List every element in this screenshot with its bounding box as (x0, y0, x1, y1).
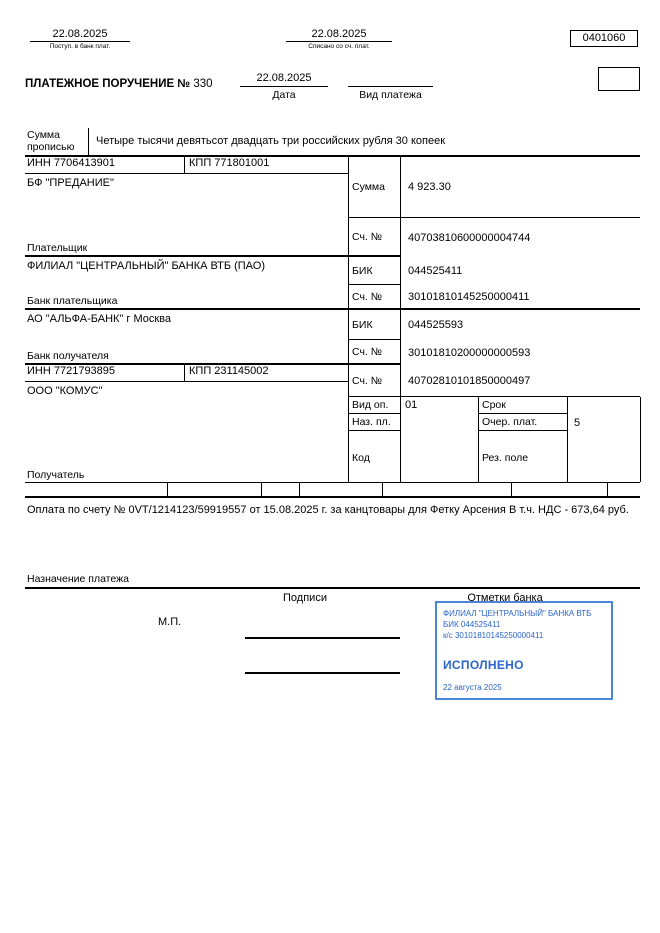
budget-cell (25, 483, 168, 496)
received-caption: Поступ. в банк плат. (49, 43, 111, 50)
payment-type-caption: Вид платежа (359, 89, 422, 101)
parties-block (25, 157, 640, 482)
amount-value: 4 923.30 (401, 157, 640, 218)
payee-block (25, 382, 348, 482)
payer-inn-kpp-row (25, 157, 348, 174)
term-label: Срок (479, 397, 567, 414)
amount-in-words-row (25, 128, 640, 157)
payee-bank-account-label: Сч. № (349, 340, 401, 365)
footer-section (25, 589, 640, 819)
payer-name: БФ "ПРЕДАНИЕ" (27, 177, 114, 189)
document-title (25, 78, 213, 90)
stamp-status: ИСПОЛНЕНО (443, 658, 524, 672)
stamp-bik: БИК 044525411 (443, 620, 501, 629)
payee-label: Получатель (27, 469, 85, 481)
received-in-bank-field (30, 28, 130, 50)
code-label: Код (352, 451, 370, 464)
payee-inn-kpp-row (25, 365, 348, 382)
reserve-field-label: Рез. поле (482, 451, 529, 464)
budget-cell (383, 483, 512, 496)
payer-account-row (349, 218, 640, 257)
right-column (348, 157, 640, 482)
payer-bank-label: Банк плательщика (27, 295, 118, 307)
payee-bank-name: АО "АЛЬФА-БАНК" г Москва (27, 313, 171, 325)
budget-cell (300, 483, 383, 496)
payer-label: Плательщик (27, 242, 88, 254)
amount-row (349, 157, 640, 218)
payment-purpose-text: Оплата по счету № 0VT/1214123/59919557 от 15.08.2025 г. за канцтовары для Фетку Арсения В т.ч. НДС - 673,64 руб. (27, 504, 629, 516)
debited-from-account-field (286, 28, 392, 50)
payee-name: ООО "КОМУС" (27, 385, 103, 397)
stamp-corr-account: к/с 30101810145250000411 (443, 631, 544, 640)
signature-line-2 (245, 672, 400, 674)
left-column (25, 157, 348, 482)
payer-bank-account-label: Сч. № (349, 285, 401, 310)
amount-label: Сумма (349, 157, 401, 218)
payment-details-grid (349, 397, 640, 482)
amount-in-words-label: Сумма прописью (25, 128, 89, 155)
pay-purpose-label: Наз. пл. (349, 414, 400, 431)
budget-fields-row (25, 482, 640, 498)
payee-bank-label: Банк получателя (27, 350, 109, 362)
payee-bank-bik-value: 044525593 (408, 319, 464, 331)
payer-bank-bik-label: БИК (349, 257, 401, 285)
payee-bank-account-row (349, 340, 640, 365)
bank-execution-stamp (435, 601, 613, 700)
date-caption: Дата (272, 89, 296, 101)
payer-bank-account-value: 30101810145250000411 (401, 285, 640, 310)
payee-account-label: Сч. № (349, 365, 401, 397)
debited-caption: Списано со сч. плат. (308, 43, 370, 50)
budget-cell (608, 483, 640, 496)
debited-date: 22.08.2025 (286, 28, 392, 42)
document-number: 330 (193, 78, 213, 90)
payer-bank-bik-value: 044525411 (408, 265, 463, 277)
title-text: ПЛАТЕЖНОЕ ПОРУЧЕНИЕ № (25, 78, 191, 90)
amount-in-words-value: Четыре тысячи девятьсот двадцать три российских рубля 30 копеек (96, 135, 446, 147)
payer-account-value: 40703810600000004744 (408, 231, 531, 244)
stamp-place-label: М.П. (158, 616, 182, 628)
payment-purpose-label: Назначение платежа (25, 573, 640, 589)
op-type-label: Вид оп. (349, 397, 400, 414)
payee-bank-bik-row (349, 310, 640, 340)
payment-order-table (25, 128, 640, 819)
budget-cell (512, 483, 608, 496)
payer-inn: ИНН 7706413901 (25, 157, 185, 173)
budget-cell (168, 483, 262, 496)
stamp-bank-name: ФИЛИАЛ "ЦЕНТРАЛЬНЫЙ" БАНКА ВТБ (443, 609, 592, 618)
received-date: 22.08.2025 (30, 28, 130, 42)
payer-account-label: Сч. № (349, 218, 401, 257)
payer-block (25, 174, 348, 257)
priority-label: Очер. плат. (479, 414, 567, 431)
payee-inn: ИНН 7721793895 (25, 365, 185, 381)
payee-bank-block (25, 310, 348, 365)
date-field (240, 72, 328, 101)
payment-type-value (348, 72, 433, 87)
payee-account-row (349, 365, 640, 397)
op-type-value: 01 (401, 397, 479, 482)
form-code-box: 0401060 (570, 30, 638, 47)
payer-bank-bik-row (349, 257, 640, 285)
payer-bank-name: ФИЛИАЛ "ЦЕНТРАЛЬНЫЙ" БАНКА ВТБ (ПАО) (27, 260, 265, 272)
payer-bank-block (25, 257, 348, 310)
date-value: 22.08.2025 (240, 72, 328, 87)
priority-value: 5 (568, 397, 641, 482)
details-labels-col1 (349, 397, 401, 482)
bank-marks-label: Отметки банка (467, 592, 543, 604)
payer-kpp: КПП 771801001 (189, 157, 270, 169)
status-box (598, 67, 640, 91)
details-labels-col2 (479, 397, 568, 482)
payee-kpp: КПП 231145002 (189, 365, 269, 377)
signatures-label: Подписи (283, 592, 327, 604)
budget-cell (262, 483, 300, 496)
payment-type-field (348, 72, 433, 101)
payer-bank-account-row (349, 285, 640, 310)
payee-bank-bik-label: БИК (349, 310, 401, 340)
payee-bank-account-value: 30101810200000000593 (408, 346, 531, 359)
stamp-date: 22 августа 2025 (443, 683, 502, 692)
signature-line-1 (245, 637, 400, 639)
payee-account-value: 40702810101850000497 (401, 365, 640, 397)
